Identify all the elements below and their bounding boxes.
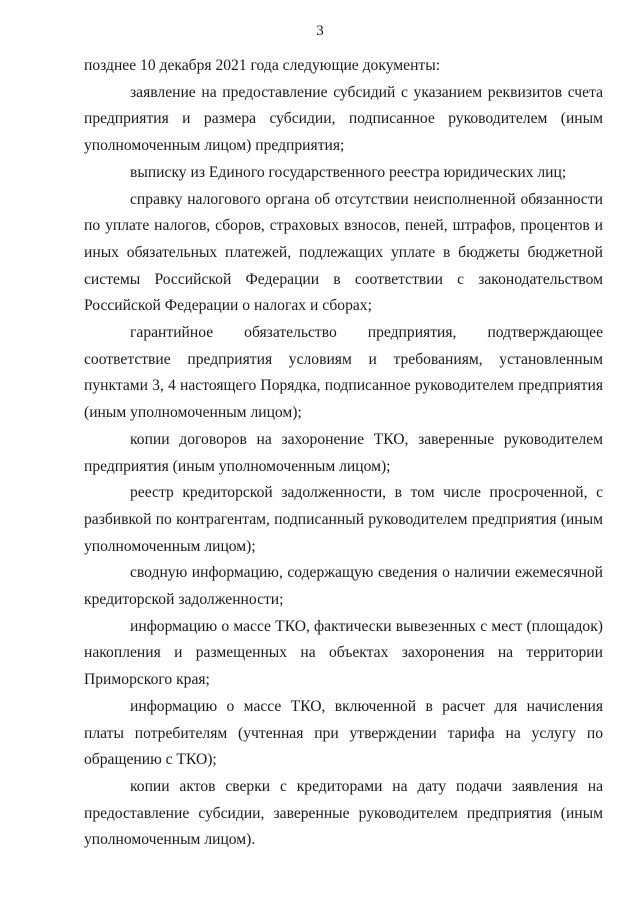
list-item: заявление на предоставление субсидий с указанием реквизитов счета предприятия и размера субсидии, подписанное руководителем (иным уполномоченным лицом) предприятия; (84, 83, 603, 155)
list-item: выписку из Единого государственного реестра юридических лиц; (130, 163, 567, 181)
list-item: информацию о массе ТКО, включенной в расчет для начисления платы потребителям (учтенная при утверждении тарифа на услугу по обращению с ТКО); (84, 697, 603, 769)
list-item: копии актов сверки с кредиторами на дату подачи заявления на предоставление субсидии, заверенные руководителем предприятия (иным уполномоченным лицом). (84, 777, 603, 849)
intro-paragraph: позднее 10 декабря 2021 года следующие документы: (84, 57, 441, 74)
list-item: сводную информацию, содержащую сведения о наличии ежемесячной кредиторской задолженности; (84, 564, 603, 609)
list-item: гарантийное обязательство предприятия, подтверждающее соответствие предприятия условиям и требованиям, установленным пунктами 3, 4 настоящего Порядка, подписанное руководителем предприятия (иным уполномоченным лицом); (84, 324, 603, 422)
list-item: информацию о массе ТКО, фактически вывезенных с мест (площадок) накопления и размещенных на объектах захоронения на территории Приморского края; (84, 617, 603, 689)
document-body (84, 53, 603, 854)
list-item: реестр кредиторской задолженности, в том числе просроченной, с разбивкой по контрагентам, подписанный руководителем предприятия (иным уполномоченным лицом); (84, 484, 603, 555)
page-number: 3 (316, 23, 324, 39)
list-item: копии договоров на захоронение ТКО, заверенные руководителем предприятия (иным уполномоченным лицом); (84, 430, 603, 475)
list-item: справку налогового органа об отсутствии неисполненной обязанности по уплате налогов, сборов, страховых взносов, пеней, штрафов, процентов и иных обязательных платежей, подлежащих уплате в бюджеты бюджетной системы Российской Федерации в соответствии с законодательством Российской Федерации о налогах и сборах; (84, 190, 603, 315)
